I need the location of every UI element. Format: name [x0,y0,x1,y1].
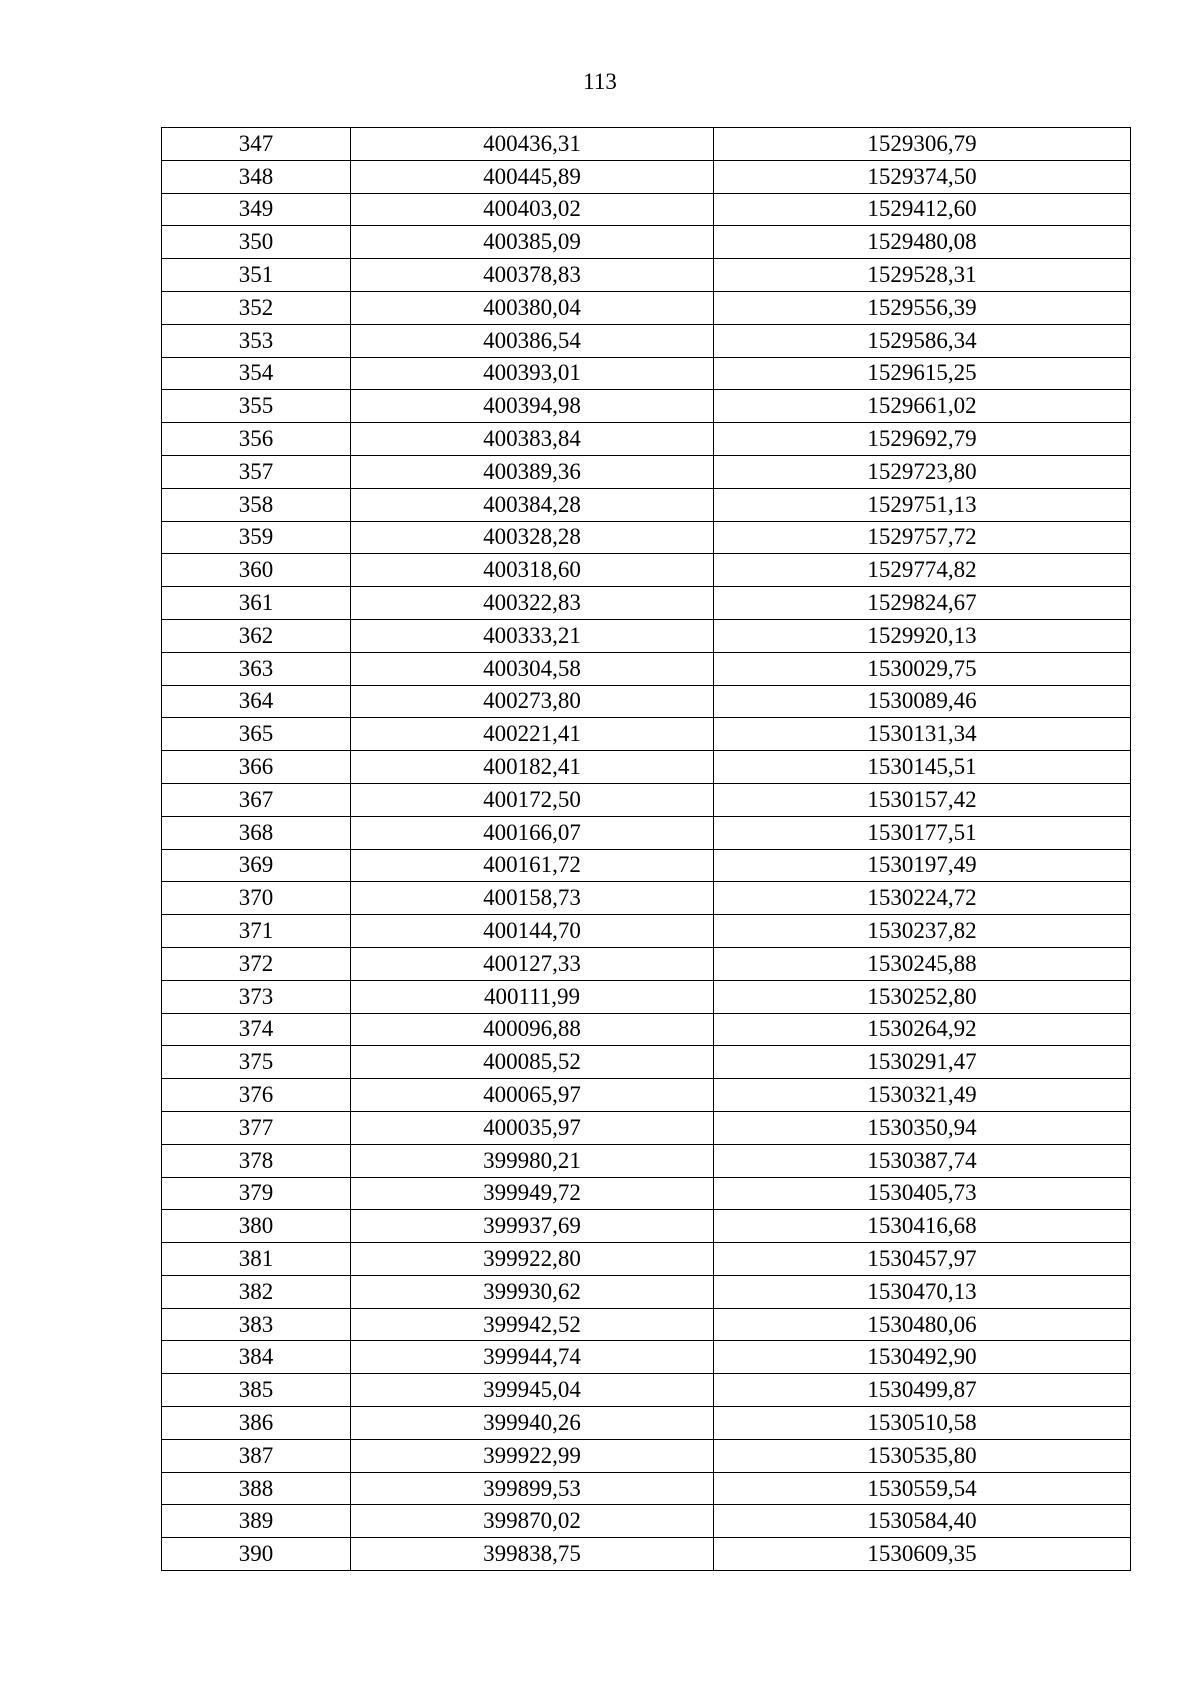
x-coordinate-cell: 399949,72 [351,1177,714,1210]
y-coordinate-cell: 1529723,80 [714,455,1131,488]
point-number-cell: 373 [162,980,351,1013]
table-row [162,488,1131,521]
x-coordinate-cell: 400172,50 [351,783,714,816]
x-coordinate-cell: 399980,21 [351,1144,714,1177]
y-coordinate-cell: 1529615,25 [714,357,1131,390]
point-number-cell: 367 [162,783,351,816]
x-coordinate-cell: 400111,99 [351,980,714,1013]
y-coordinate-cell: 1530480,06 [714,1308,1131,1341]
table-row [162,1111,1131,1144]
x-coordinate-cell: 400445,89 [351,160,714,193]
table-row [162,521,1131,554]
y-coordinate-cell: 1530405,73 [714,1177,1131,1210]
y-coordinate-cell: 1530197,49 [714,849,1131,882]
point-number-cell: 375 [162,1046,351,1079]
table-row [162,718,1131,751]
table-row [162,980,1131,1013]
x-coordinate-cell: 400304,58 [351,652,714,685]
table-row [162,587,1131,620]
point-number-cell: 390 [162,1538,351,1571]
point-number-cell: 364 [162,685,351,718]
x-coordinate-cell: 400035,97 [351,1111,714,1144]
point-number-cell: 357 [162,455,351,488]
table-row [162,160,1131,193]
y-coordinate-cell: 1530387,74 [714,1144,1131,1177]
point-number-cell: 366 [162,751,351,784]
point-number-cell: 389 [162,1505,351,1538]
point-number-cell: 385 [162,1374,351,1407]
point-number-cell: 362 [162,619,351,652]
y-coordinate-cell: 1529751,13 [714,488,1131,521]
x-coordinate-cell: 399945,04 [351,1374,714,1407]
point-number-cell: 363 [162,652,351,685]
x-coordinate-cell: 400403,02 [351,193,714,226]
y-coordinate-cell: 1530609,35 [714,1538,1131,1571]
x-coordinate-cell: 399930,62 [351,1275,714,1308]
point-number-cell: 349 [162,193,351,226]
x-coordinate-cell: 400436,31 [351,128,714,161]
y-coordinate-cell: 1529920,13 [714,619,1131,652]
point-number-cell: 372 [162,947,351,980]
table-row [162,1308,1131,1341]
table-row [162,1079,1131,1112]
y-coordinate-cell: 1529824,67 [714,587,1131,620]
point-number-cell: 365 [162,718,351,751]
x-coordinate-cell: 399940,26 [351,1407,714,1440]
table-row [162,324,1131,357]
y-coordinate-cell: 1530224,72 [714,882,1131,915]
y-coordinate-cell: 1529374,50 [714,160,1131,193]
point-number-cell: 350 [162,226,351,259]
point-number-cell: 369 [162,849,351,882]
table-row [162,816,1131,849]
y-coordinate-cell: 1529757,72 [714,521,1131,554]
point-number-cell: 352 [162,291,351,324]
table-row [162,357,1131,390]
y-coordinate-cell: 1530089,46 [714,685,1131,718]
x-coordinate-cell: 399922,80 [351,1243,714,1276]
x-coordinate-cell: 400386,54 [351,324,714,357]
point-number-cell: 351 [162,259,351,292]
x-coordinate-cell: 400221,41 [351,718,714,751]
y-coordinate-cell: 1529692,79 [714,423,1131,456]
x-coordinate-cell: 400144,70 [351,915,714,948]
x-coordinate-cell: 400383,84 [351,423,714,456]
table-row [162,1472,1131,1505]
point-number-cell: 378 [162,1144,351,1177]
y-coordinate-cell: 1529586,34 [714,324,1131,357]
point-number-cell: 359 [162,521,351,554]
x-coordinate-cell: 400380,04 [351,291,714,324]
y-coordinate-cell: 1530457,97 [714,1243,1131,1276]
table-row [162,423,1131,456]
y-coordinate-cell: 1530177,51 [714,816,1131,849]
y-coordinate-cell: 1530535,80 [714,1439,1131,1472]
page-number: 113 [583,69,617,94]
point-number-cell: 380 [162,1210,351,1243]
y-coordinate-cell: 1530252,80 [714,980,1131,1013]
point-number-cell: 355 [162,390,351,423]
y-coordinate-cell: 1530416,68 [714,1210,1131,1243]
point-number-cell: 361 [162,587,351,620]
x-coordinate-cell: 400158,73 [351,882,714,915]
x-coordinate-cell: 399922,99 [351,1439,714,1472]
table-row [162,947,1131,980]
table-row [162,1505,1131,1538]
point-number-cell: 358 [162,488,351,521]
y-coordinate-cell: 1530131,34 [714,718,1131,751]
x-coordinate-cell: 399870,02 [351,1505,714,1538]
x-coordinate-cell: 400389,36 [351,455,714,488]
x-coordinate-cell: 399937,69 [351,1210,714,1243]
table-row [162,1243,1131,1276]
point-number-cell: 347 [162,128,351,161]
y-coordinate-cell: 1529528,31 [714,259,1131,292]
point-number-cell: 354 [162,357,351,390]
point-number-cell: 377 [162,1111,351,1144]
table-row [162,783,1131,816]
point-number-cell: 353 [162,324,351,357]
point-number-cell: 348 [162,160,351,193]
table-row [162,390,1131,423]
y-coordinate-cell: 1530492,90 [714,1341,1131,1374]
y-coordinate-cell: 1529556,39 [714,291,1131,324]
x-coordinate-cell: 400385,09 [351,226,714,259]
x-coordinate-cell: 400273,80 [351,685,714,718]
x-coordinate-cell: 399838,75 [351,1538,714,1571]
x-coordinate-cell: 400096,88 [351,1013,714,1046]
table-row [162,1275,1131,1308]
table-row [162,128,1131,161]
x-coordinate-cell: 400161,72 [351,849,714,882]
y-coordinate-cell: 1530264,92 [714,1013,1131,1046]
point-number-cell: 368 [162,816,351,849]
x-coordinate-cell: 399899,53 [351,1472,714,1505]
y-coordinate-cell: 1529661,02 [714,390,1131,423]
y-coordinate-cell: 1530584,40 [714,1505,1131,1538]
table-row [162,1210,1131,1243]
x-coordinate-cell: 400166,07 [351,816,714,849]
y-coordinate-cell: 1530470,13 [714,1275,1131,1308]
x-coordinate-cell: 400333,21 [351,619,714,652]
table-row [162,1013,1131,1046]
point-number-cell: 384 [162,1341,351,1374]
point-number-cell: 381 [162,1243,351,1276]
table-row [162,291,1131,324]
x-coordinate-cell: 400065,97 [351,1079,714,1112]
y-coordinate-cell: 1530559,54 [714,1472,1131,1505]
y-coordinate-cell: 1529774,82 [714,554,1131,587]
point-number-cell: 371 [162,915,351,948]
table-row [162,685,1131,718]
table-row [162,915,1131,948]
point-number-cell: 382 [162,1275,351,1308]
table-row [162,1538,1131,1571]
y-coordinate-cell: 1530499,87 [714,1374,1131,1407]
table-row [162,1407,1131,1440]
coordinates-table [161,127,1131,1571]
y-coordinate-cell: 1530321,49 [714,1079,1131,1112]
coordinates-table-body [162,128,1131,1571]
table-row [162,259,1131,292]
point-number-cell: 388 [162,1472,351,1505]
y-coordinate-cell: 1530145,51 [714,751,1131,784]
point-number-cell: 376 [162,1079,351,1112]
table-row [162,1341,1131,1374]
y-coordinate-cell: 1529412,60 [714,193,1131,226]
point-number-cell: 370 [162,882,351,915]
table-row [162,226,1131,259]
point-number-cell: 356 [162,423,351,456]
y-coordinate-cell: 1529306,79 [714,128,1131,161]
table-row [162,849,1131,882]
x-coordinate-cell: 399942,52 [351,1308,714,1341]
x-coordinate-cell: 400318,60 [351,554,714,587]
x-coordinate-cell: 400378,83 [351,259,714,292]
point-number-cell: 386 [162,1407,351,1440]
table-row [162,1439,1131,1472]
table-row [162,619,1131,652]
y-coordinate-cell: 1530157,42 [714,783,1131,816]
table-row [162,554,1131,587]
y-coordinate-cell: 1530245,88 [714,947,1131,980]
x-coordinate-cell: 400182,41 [351,751,714,784]
y-coordinate-cell: 1530350,94 [714,1111,1131,1144]
x-coordinate-cell: 400394,98 [351,390,714,423]
x-coordinate-cell: 400384,28 [351,488,714,521]
point-number-cell: 383 [162,1308,351,1341]
table-row [162,1374,1131,1407]
table-row [162,1144,1131,1177]
table-row [162,1046,1131,1079]
x-coordinate-cell: 400085,52 [351,1046,714,1079]
y-coordinate-cell: 1530510,58 [714,1407,1131,1440]
table-row [162,652,1131,685]
point-number-cell: 387 [162,1439,351,1472]
point-number-cell: 374 [162,1013,351,1046]
y-coordinate-cell: 1530029,75 [714,652,1131,685]
table-row [162,455,1131,488]
x-coordinate-cell: 400322,83 [351,587,714,620]
x-coordinate-cell: 400127,33 [351,947,714,980]
table-row [162,193,1131,226]
x-coordinate-cell: 399944,74 [351,1341,714,1374]
table-row [162,882,1131,915]
point-number-cell: 379 [162,1177,351,1210]
table-row [162,751,1131,784]
y-coordinate-cell: 1529480,08 [714,226,1131,259]
y-coordinate-cell: 1530237,82 [714,915,1131,948]
x-coordinate-cell: 400328,28 [351,521,714,554]
table-row [162,1177,1131,1210]
y-coordinate-cell: 1530291,47 [714,1046,1131,1079]
point-number-cell: 360 [162,554,351,587]
x-coordinate-cell: 400393,01 [351,357,714,390]
